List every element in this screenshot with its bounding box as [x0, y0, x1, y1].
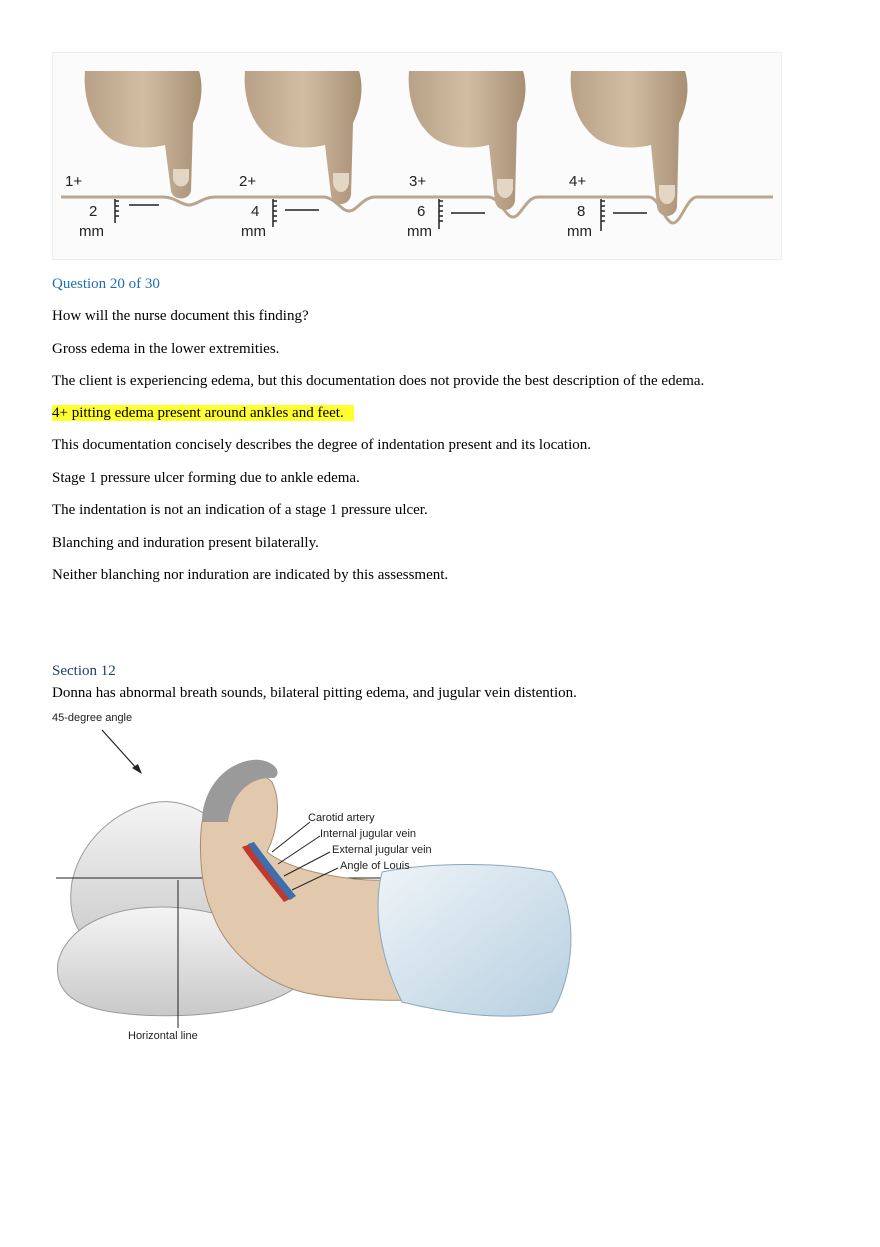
angle-of-louis-label: Angle of Louis — [340, 860, 410, 872]
answer-rationale: This documentation concisely describes the degree of indentation present and its location. — [52, 437, 592, 453]
depth-unit: mm — [79, 223, 104, 240]
jvd-figure — [52, 712, 592, 1052]
internal-jugular-label: Internal jugular vein — [320, 828, 417, 840]
depth-unit: mm — [407, 223, 432, 240]
question-prompt: How will the nurse document this finding? — [52, 308, 309, 324]
section-text: Donna has abnormal breath sounds, bilateral pitting edema, and jugular vein distention. — [52, 685, 577, 701]
hand-1 — [85, 71, 202, 199]
answer-option: Stage 1 pressure ulcer forming due to ankle edema. — [52, 470, 360, 486]
section-title: Section 12 — [52, 663, 116, 679]
answer-option: Gross edema in the lower extremities. — [52, 341, 280, 357]
answer-rationale: The indentation is not an indication of a stage 1 pressure ulcer. — [52, 502, 428, 518]
depth-value: 8 — [577, 203, 586, 220]
depth-value: 2 — [89, 203, 98, 220]
grade-label: 1+ — [65, 173, 83, 190]
answer-option: Blanching and induration present bilaterally. — [52, 535, 319, 551]
grade-label: 2+ — [239, 173, 257, 190]
depth-value: 6 — [417, 203, 426, 220]
depth-unit: mm — [241, 223, 266, 240]
hand-2 — [245, 71, 362, 204]
carotid-artery-label: Carotid artery — [308, 812, 375, 824]
external-jugular-label: External jugular vein — [332, 844, 432, 856]
correct-answer-highlight: 4+ pitting edema present around ankles and feet. — [52, 405, 354, 421]
jvd-illustration — [52, 712, 592, 1052]
answer-rationale: Neither blanching nor induration are indicated by this assessment. — [52, 567, 449, 583]
answer-option-correct — [52, 404, 354, 422]
pitting-edema-figure — [52, 52, 782, 260]
answer-rationale: The client is experiencing edema, but this documentation does not provide the best description of the edema. — [52, 373, 705, 389]
depth-value: 4 — [251, 203, 260, 220]
depth-unit: mm — [567, 223, 592, 240]
question-header: Question 20 of 30 — [52, 276, 160, 292]
hand-4 — [571, 71, 688, 216]
hand-3 — [409, 71, 526, 210]
grade-label: 3+ — [409, 173, 427, 190]
grade-label: 4+ — [569, 173, 587, 190]
angle-label: 45-degree angle — [52, 712, 133, 724]
horizontal-line-label: Horizontal line — [128, 1030, 198, 1042]
